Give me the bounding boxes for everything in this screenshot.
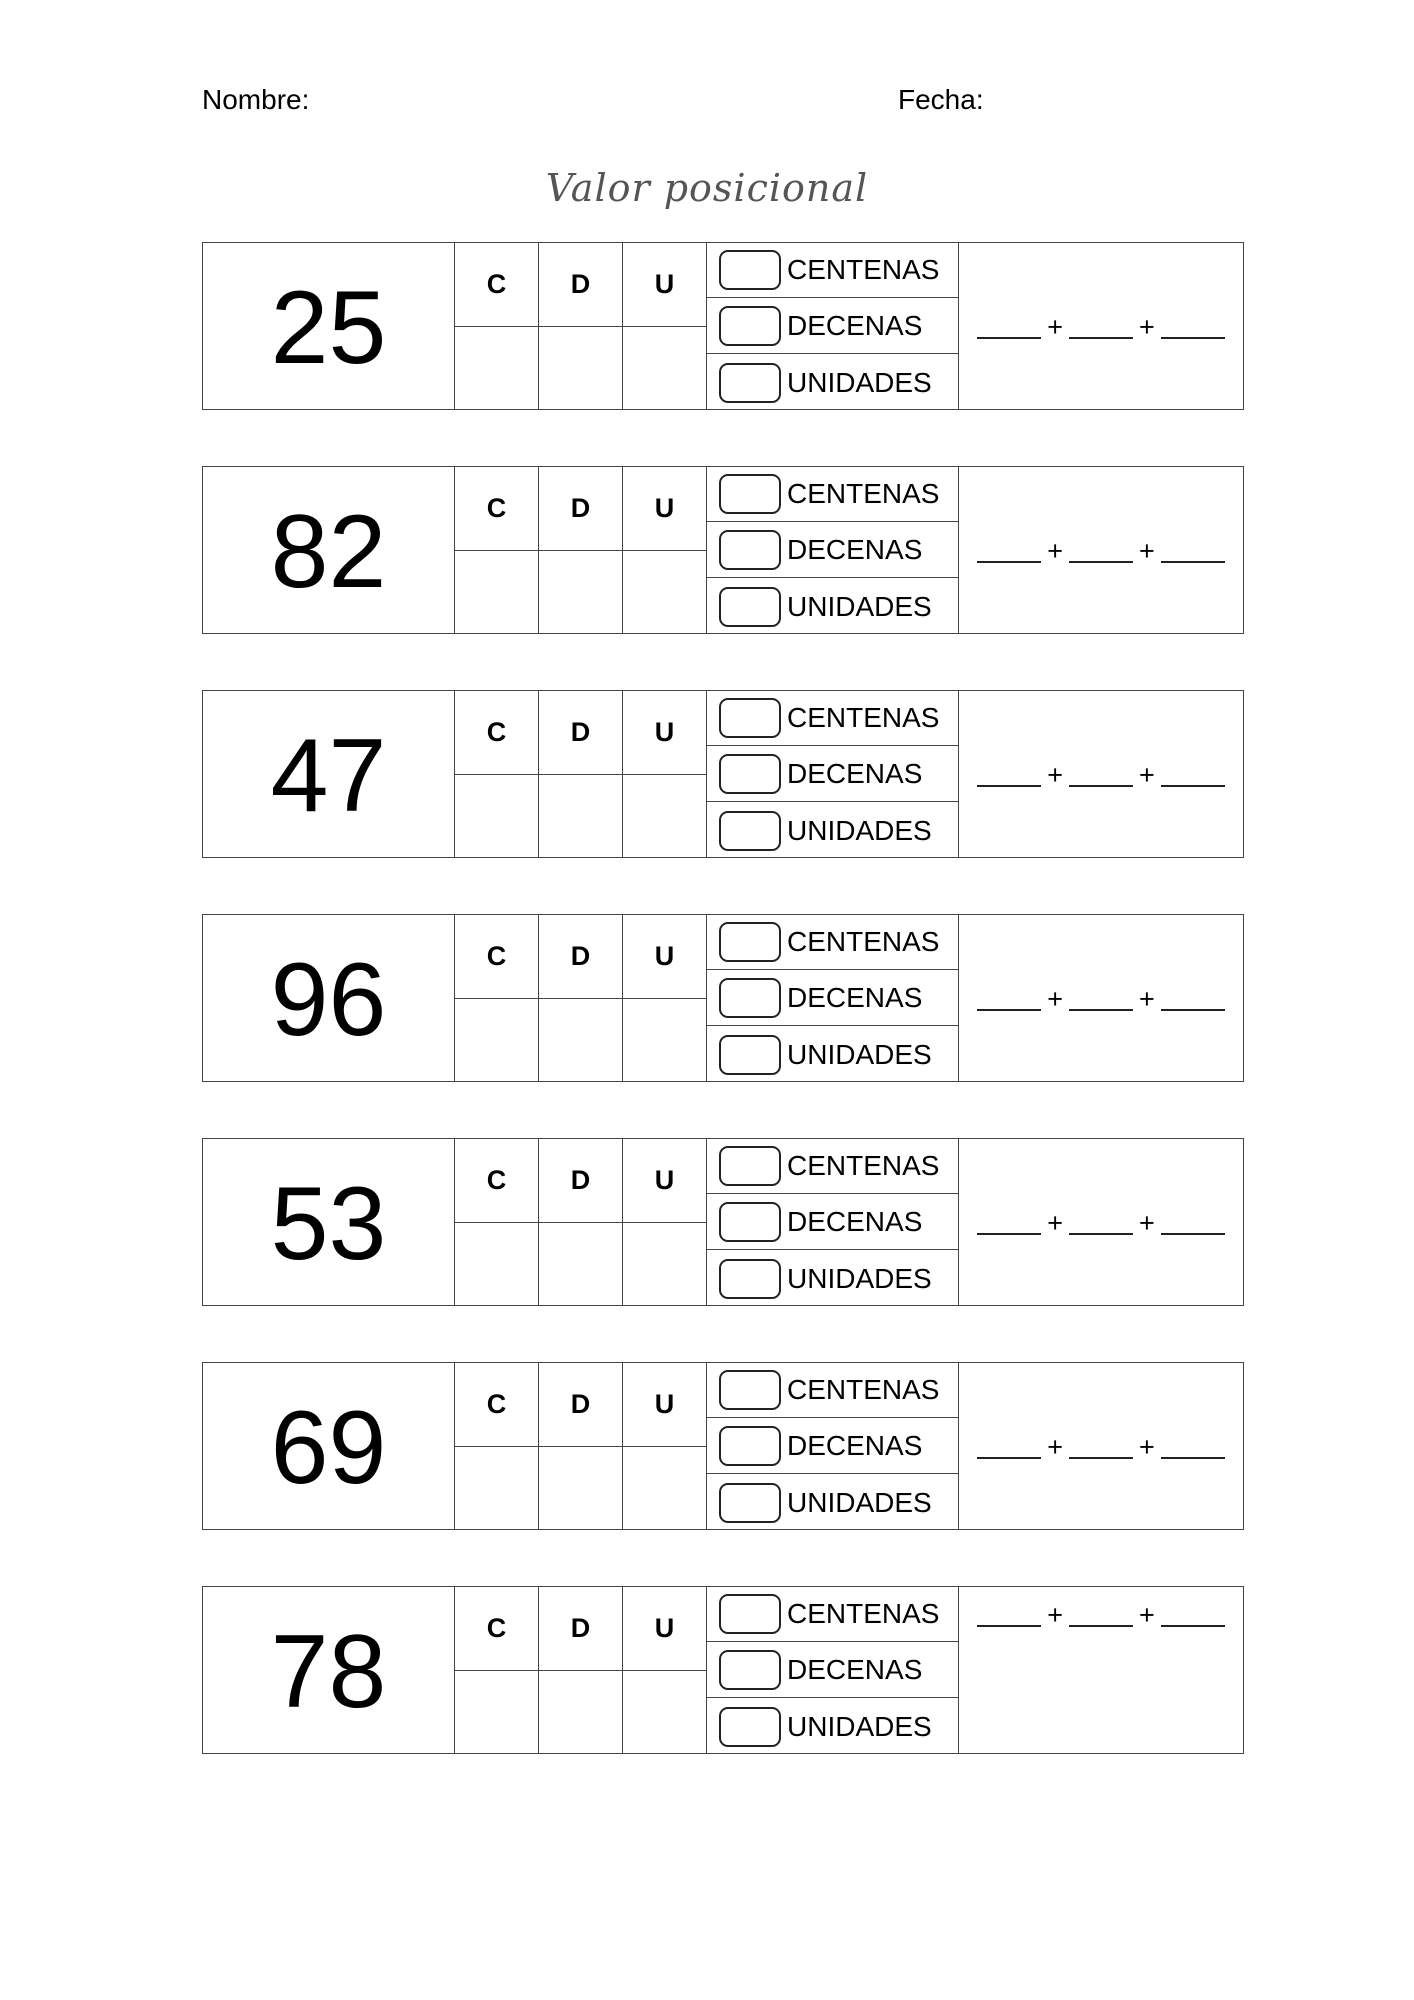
place-label: UNIDADES xyxy=(787,1262,932,1294)
place-value-list xyxy=(707,1139,959,1305)
sum-expression xyxy=(959,531,1243,571)
plus-sign: + xyxy=(1139,1599,1155,1630)
plus-sign: + xyxy=(1047,311,1063,342)
sum-blank[interactable] xyxy=(1161,1603,1225,1627)
place-row xyxy=(707,1027,958,1082)
cdu-table xyxy=(455,691,707,857)
place-row xyxy=(707,523,958,578)
plus-sign: + xyxy=(1139,535,1155,566)
cdu-letter: C xyxy=(455,467,538,551)
exercise-number: 69 xyxy=(203,1363,455,1529)
cdu-letter: D xyxy=(539,691,622,775)
place-label: DECENAS xyxy=(787,534,923,565)
place-label: CENTENAS xyxy=(787,254,940,285)
nombre-label: Nombre: xyxy=(202,84,310,115)
exercise-number: 53 xyxy=(203,1139,455,1305)
sum-blank[interactable] xyxy=(1161,1435,1225,1459)
cdu-column xyxy=(623,467,707,633)
cdu-letter: C xyxy=(455,915,538,999)
answer-box[interactable] xyxy=(719,1650,781,1690)
cdu-column xyxy=(455,1363,539,1529)
answer-box[interactable] xyxy=(719,1707,781,1747)
place-row xyxy=(707,915,958,970)
exercise-row xyxy=(202,1586,1244,1754)
plus-sign: + xyxy=(1139,1207,1155,1238)
exercise-number: 96 xyxy=(203,915,455,1081)
cdu-answer-cell[interactable] xyxy=(623,1447,706,1531)
place-label: DECENAS xyxy=(787,1206,923,1237)
exercise-row xyxy=(202,1362,1244,1530)
fecha-label: Fecha: xyxy=(898,84,984,115)
cdu-letter: C xyxy=(455,1139,538,1223)
plus-sign: + xyxy=(1047,759,1063,790)
cdu-answer-cell[interactable] xyxy=(623,551,706,635)
place-label: UNIDADES xyxy=(787,1710,932,1742)
exercise-row xyxy=(202,1138,1244,1306)
place-label: CENTENAS xyxy=(787,478,940,509)
cdu-column xyxy=(539,243,623,409)
answer-box[interactable] xyxy=(719,474,781,514)
place-row xyxy=(707,579,958,634)
answer-box[interactable] xyxy=(719,754,781,794)
plus-sign: + xyxy=(1139,1431,1155,1462)
cdu-table xyxy=(455,243,707,409)
sum-expression xyxy=(959,979,1243,1019)
place-row xyxy=(707,1475,958,1530)
cdu-letter: C xyxy=(455,691,538,775)
answer-box[interactable] xyxy=(719,1594,781,1634)
place-label: DECENAS xyxy=(787,758,923,789)
cdu-letter: U xyxy=(623,915,706,999)
place-label: DECENAS xyxy=(787,1430,923,1461)
place-label: CENTENAS xyxy=(787,702,940,733)
cdu-answer-cell[interactable] xyxy=(539,1447,622,1531)
plus-sign: + xyxy=(1139,759,1155,790)
cdu-answer-cell[interactable] xyxy=(455,1447,538,1531)
exercise-number: 25 xyxy=(203,243,455,409)
cdu-column xyxy=(539,1587,623,1753)
answer-box[interactable] xyxy=(719,530,781,570)
cdu-column xyxy=(623,915,707,1081)
place-value-list xyxy=(707,243,959,409)
cdu-column xyxy=(623,691,707,857)
place-row xyxy=(707,1587,958,1642)
exercise-number: 47 xyxy=(203,691,455,857)
exercise-row xyxy=(202,914,1244,1082)
sum-expression xyxy=(959,307,1243,347)
cdu-column xyxy=(455,691,539,857)
cdu-answer-cell[interactable] xyxy=(623,1671,706,1755)
sum-blank[interactable] xyxy=(1161,315,1225,339)
sum-blank[interactable] xyxy=(977,539,1041,563)
cdu-table xyxy=(455,915,707,1081)
cdu-column xyxy=(623,1363,707,1529)
cdu-column xyxy=(539,915,623,1081)
cdu-table xyxy=(455,1139,707,1305)
plus-sign: + xyxy=(1047,1599,1063,1630)
cdu-answer-cell[interactable] xyxy=(455,551,538,635)
place-label: DECENAS xyxy=(787,1654,923,1685)
place-row xyxy=(707,243,958,298)
cdu-letter: C xyxy=(455,1587,538,1671)
place-row xyxy=(707,971,958,1026)
sum-blank[interactable] xyxy=(977,1435,1041,1459)
cdu-letter: U xyxy=(623,467,706,551)
place-row xyxy=(707,1699,958,1754)
place-row xyxy=(707,1419,958,1474)
plus-sign: + xyxy=(1047,1207,1063,1238)
cdu-letter: C xyxy=(455,243,538,327)
place-label: DECENAS xyxy=(787,982,923,1013)
sum-blank[interactable] xyxy=(977,1603,1041,1627)
sum-blank[interactable] xyxy=(1069,315,1133,339)
place-row xyxy=(707,1139,958,1194)
answer-box[interactable] xyxy=(719,1146,781,1186)
cdu-answer-cell[interactable] xyxy=(539,1671,622,1755)
cdu-answer-cell[interactable] xyxy=(539,327,622,411)
cdu-answer-cell[interactable] xyxy=(455,999,538,1083)
place-row xyxy=(707,1251,958,1306)
answer-box[interactable] xyxy=(719,922,781,962)
answer-box[interactable] xyxy=(719,698,781,738)
place-row xyxy=(707,1363,958,1418)
place-value-list xyxy=(707,1363,959,1529)
cdu-letter: C xyxy=(455,1363,538,1447)
answer-box[interactable] xyxy=(719,1426,781,1466)
cdu-answer-cell[interactable] xyxy=(539,551,622,635)
place-row xyxy=(707,299,958,354)
cdu-column xyxy=(455,1139,539,1305)
place-row xyxy=(707,467,958,522)
cdu-letter: D xyxy=(539,1139,622,1223)
cdu-table xyxy=(455,467,707,633)
place-value-list xyxy=(707,691,959,857)
cdu-column xyxy=(539,467,623,633)
cdu-answer-cell[interactable] xyxy=(455,775,538,859)
cdu-letter: D xyxy=(539,243,622,327)
sum-blank[interactable] xyxy=(1069,987,1133,1011)
sum-blank[interactable] xyxy=(1069,1211,1133,1235)
cdu-answer-cell[interactable] xyxy=(539,775,622,859)
cdu-column xyxy=(539,691,623,857)
sum-blank[interactable] xyxy=(1161,539,1225,563)
cdu-column xyxy=(623,1587,707,1753)
answer-box[interactable] xyxy=(719,1370,781,1410)
sum-blank[interactable] xyxy=(1069,539,1133,563)
sum-blank[interactable] xyxy=(977,763,1041,787)
sum-blank[interactable] xyxy=(1069,1603,1133,1627)
sum-expression xyxy=(959,1203,1243,1243)
cdu-column xyxy=(455,1587,539,1753)
answer-box[interactable] xyxy=(719,587,781,627)
sum-blank[interactable] xyxy=(977,1211,1041,1235)
answer-box[interactable] xyxy=(719,978,781,1018)
cdu-answer-cell[interactable] xyxy=(623,327,706,411)
plus-sign: + xyxy=(1047,983,1063,1014)
sum-blank[interactable] xyxy=(1069,763,1133,787)
place-label: UNIDADES xyxy=(787,814,932,846)
exercise-row xyxy=(202,242,1244,410)
place-label: CENTENAS xyxy=(787,1150,940,1181)
place-label: DECENAS xyxy=(787,310,923,341)
cdu-letter: U xyxy=(623,1363,706,1447)
exercise-number: 78 xyxy=(203,1587,455,1753)
cdu-letter: U xyxy=(623,1587,706,1671)
sum-expression xyxy=(959,1427,1243,1467)
answer-box[interactable] xyxy=(719,1483,781,1523)
cdu-column xyxy=(455,915,539,1081)
cdu-answer-cell[interactable] xyxy=(455,1223,538,1307)
cdu-answer-cell[interactable] xyxy=(455,1671,538,1755)
plus-sign: + xyxy=(1047,1431,1063,1462)
cdu-answer-cell[interactable] xyxy=(539,999,622,1083)
place-value-list xyxy=(707,915,959,1081)
cdu-letter: U xyxy=(623,1139,706,1223)
cdu-answer-cell[interactable] xyxy=(623,775,706,859)
cdu-column xyxy=(539,1139,623,1305)
cdu-column xyxy=(623,1139,707,1305)
sum-expression xyxy=(959,755,1243,795)
answer-box[interactable] xyxy=(719,1035,781,1075)
place-value-list xyxy=(707,1587,959,1753)
exercise-row xyxy=(202,690,1244,858)
answer-box[interactable] xyxy=(719,250,781,290)
answer-box[interactable] xyxy=(719,1259,781,1299)
exercise-number: 82 xyxy=(203,467,455,633)
place-label: UNIDADES xyxy=(787,1038,932,1070)
cdu-letter: U xyxy=(623,691,706,775)
cdu-letter: D xyxy=(539,467,622,551)
sum-blank[interactable] xyxy=(1161,987,1225,1011)
cdu-letter: D xyxy=(539,915,622,999)
place-label: UNIDADES xyxy=(787,366,932,398)
place-label: UNIDADES xyxy=(787,590,932,622)
cdu-answer-cell[interactable] xyxy=(623,1223,706,1307)
answer-box[interactable] xyxy=(719,363,781,403)
place-label: CENTENAS xyxy=(787,1598,940,1629)
place-label: CENTENAS xyxy=(787,1374,940,1405)
sum-blank[interactable] xyxy=(977,315,1041,339)
cdu-letter: U xyxy=(623,243,706,327)
sum-expression xyxy=(959,1595,1243,1635)
cdu-column xyxy=(539,1363,623,1529)
place-row xyxy=(707,803,958,858)
sum-blank[interactable] xyxy=(1161,1211,1225,1235)
cdu-answer-cell[interactable] xyxy=(539,1223,622,1307)
cdu-column xyxy=(455,243,539,409)
worksheet-title: Valor posicional xyxy=(545,166,869,210)
place-value-list xyxy=(707,467,959,633)
cdu-answer-cell[interactable] xyxy=(455,327,538,411)
place-label: CENTENAS xyxy=(787,926,940,957)
exercise-row xyxy=(202,466,1244,634)
cdu-answer-cell[interactable] xyxy=(623,999,706,1083)
sum-blank[interactable] xyxy=(977,987,1041,1011)
plus-sign: + xyxy=(1047,535,1063,566)
sum-blank[interactable] xyxy=(1161,763,1225,787)
answer-box[interactable] xyxy=(719,811,781,851)
plus-sign: + xyxy=(1139,311,1155,342)
place-row xyxy=(707,691,958,746)
place-label: UNIDADES xyxy=(787,1486,932,1518)
cdu-letter: D xyxy=(539,1363,622,1447)
cdu-letter: D xyxy=(539,1587,622,1671)
cdu-column xyxy=(455,467,539,633)
answer-box[interactable] xyxy=(719,1202,781,1242)
place-row xyxy=(707,1643,958,1698)
answer-box[interactable] xyxy=(719,306,781,346)
cdu-column xyxy=(623,243,707,409)
place-row xyxy=(707,747,958,802)
sum-blank[interactable] xyxy=(1069,1435,1133,1459)
place-row xyxy=(707,1195,958,1250)
cdu-table xyxy=(455,1587,707,1753)
cdu-table xyxy=(455,1363,707,1529)
place-row xyxy=(707,355,958,410)
plus-sign: + xyxy=(1139,983,1155,1014)
